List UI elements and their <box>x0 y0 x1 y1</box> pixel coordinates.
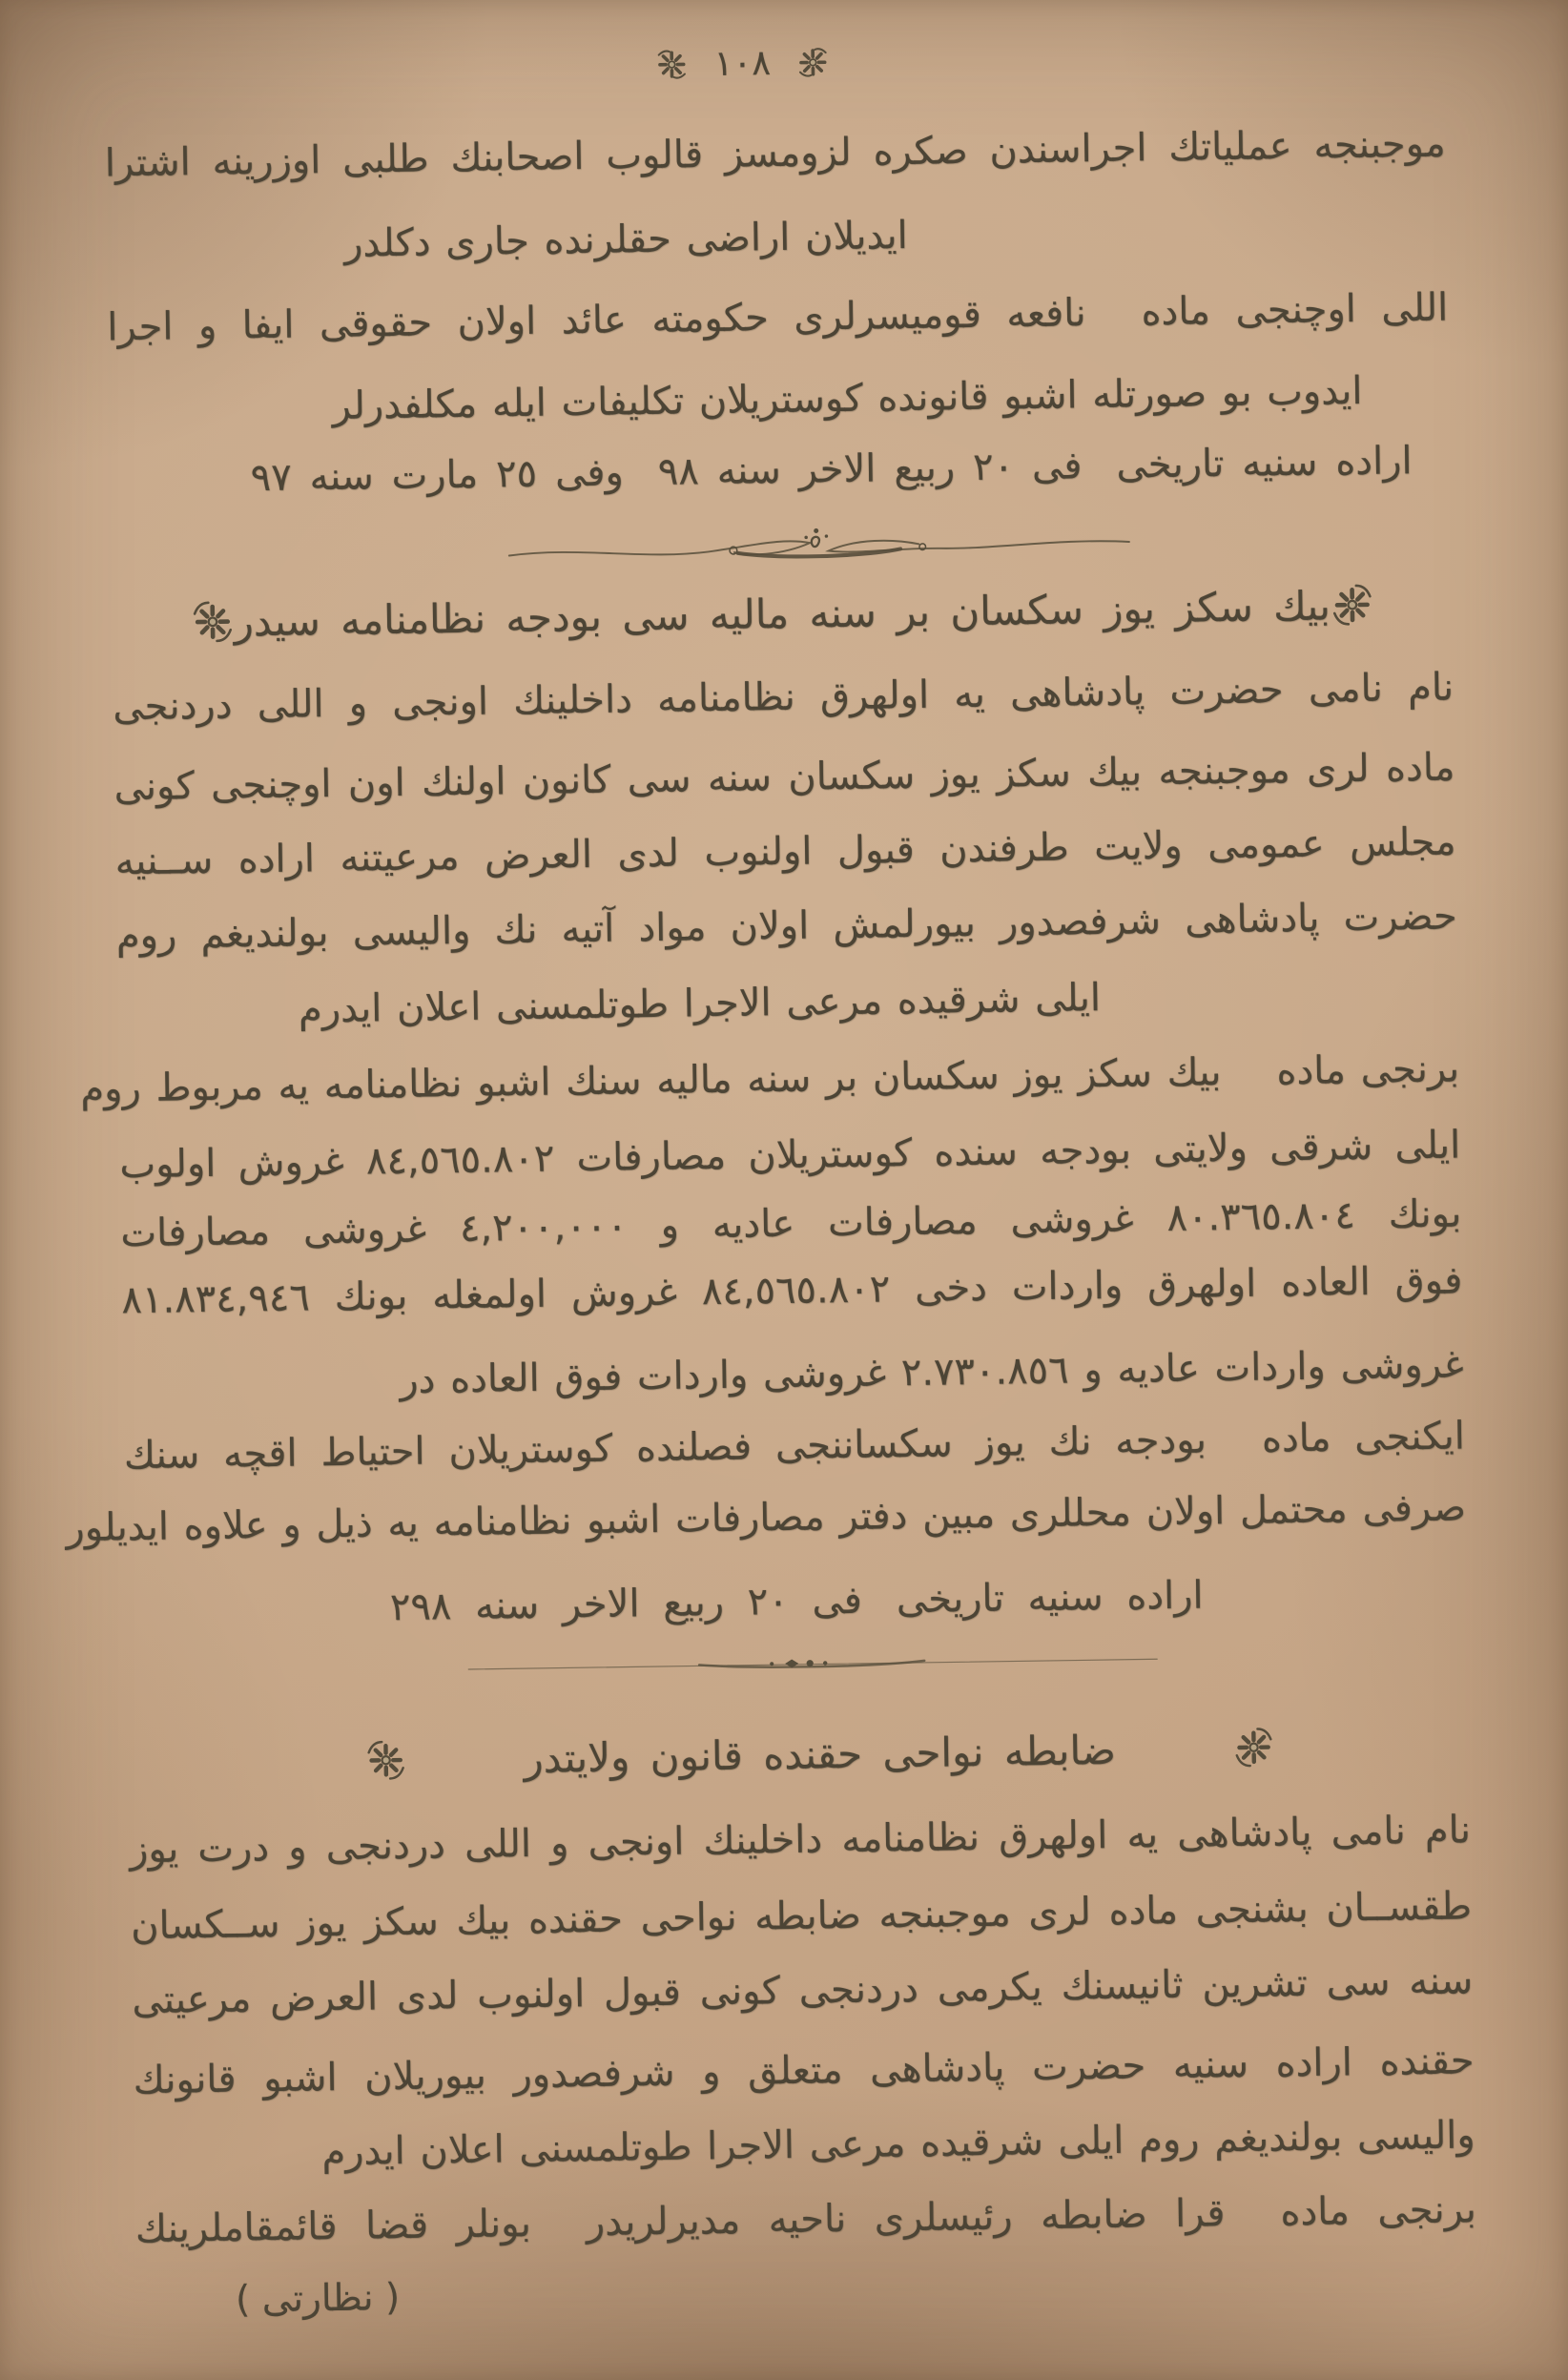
section-heading <box>364 1711 1275 1795</box>
decree-date-line <box>126 1562 1468 1643</box>
section-heading <box>231 569 1374 657</box>
text-line <box>79 1039 1460 1120</box>
text-line: نام نامى پادشاهى يه اولهرق نظامنامه داخلينك اونجى و اللى دردنجى و درت يوز <box>129 1808 1472 1873</box>
text-line: واليسى بولنديغم روم ايلى شرقيده مرعى الاجرا طوتلمسنى اعلان ايدرم <box>321 2113 1475 2175</box>
article-label: اللى اوچنجى ماده <box>1141 285 1449 335</box>
flourish-divider-icon <box>505 519 1134 571</box>
text-line: نام نامى حضرت پادشاهى يه اولهرق نظامنامه داخلينك اونجى و اللى دردنجى <box>112 665 1455 730</box>
section-heading-text: بيك سكز يوز سكسان بر سنه ماليه سى بودجه نظامنامه سيدر <box>234 581 1331 645</box>
text-line: ايديلان اراضى حقلرنده جارى دكلدر <box>343 213 909 266</box>
text-line: ايلى شرقيده مرعى الاجرا طوتلمسنى اعلان ايدرم <box>298 976 1102 1032</box>
article-label: برنجى ماده <box>1280 2187 1477 2235</box>
typeset-gap <box>862 1612 897 1613</box>
page-header <box>0 31 1527 94</box>
article-text: نافعه قوميسرلرى حكومته عائد اولان حقوقى ايفا و اجرا <box>107 291 1086 350</box>
text-line: صرفى محتمل اولان محللرى مبين دفتر مصارفات اشبو نظامنامه يه ذيل و علاوه ايديلور <box>65 1485 1467 1551</box>
article-text: قرا ضابطه رئيسلرى ناحيه مديرلريدر <box>586 2191 1226 2245</box>
text-line: مجلس عمومى ولايت طرفندن قبول اولنوب لدى العرض مرعيتنه اراده ســنيه <box>114 819 1456 884</box>
flower-ornament-icon <box>364 1739 407 1782</box>
rule-divider-icon <box>464 1648 1161 1678</box>
flower-ornament-icon <box>1330 583 1374 628</box>
flower-ornament-icon <box>1232 1726 1275 1769</box>
text-line <box>107 279 1449 360</box>
typeset-gap <box>1207 1452 1262 1453</box>
catchword: ( نظارتى ) <box>235 2276 401 2322</box>
section-heading-text: ضابطه نواحى حقنده قانون ولايتدر <box>524 1726 1117 1782</box>
text-line: حقنده اراده سنيه حضرت پادشاهى متعلق و شرفصدور بيوريلان اشبو قانونك <box>133 2039 1475 2103</box>
article-label: ايكنجى ماده <box>1261 1414 1466 1461</box>
text-line: بونك ٨٠.٣٦٥.٨٠٤ غروشى مصارفات عاديه و ٤,٢٠٠,٠٠٠ غروشى مصارفات <box>120 1191 1462 1256</box>
typeset-gap <box>531 2235 587 2236</box>
article-text: بونلر قضا قائمقاملرينك <box>134 2202 532 2252</box>
text-line: ماده لرى موجبنجه بيك سكز يوز سكسان سنه سى كانون اولنك اون اوچنجى كونى <box>113 745 1455 810</box>
typeset-gap <box>1086 324 1142 325</box>
typeset-gap <box>1083 478 1117 479</box>
typeset-gap <box>1222 1084 1277 1085</box>
flower-ornament-icon <box>190 600 235 645</box>
text-line: طقســان بشنجى ماده لرى موجبنجه ضابطه نواحى حقنده بيك سكز يوز ســكسان <box>130 1884 1473 1949</box>
text-line <box>134 2180 1476 2261</box>
text-line: موجبنجه عملياتك اجراسندن صكره لزومسز قالوب اصحابنك طلبى اوزرينه اشترا <box>104 121 1446 186</box>
article-label: برنجى ماده <box>1276 1046 1460 1094</box>
date-part: اراده سنيه تاريخى <box>1116 439 1413 487</box>
date-part: اراده سنيه تاريخى <box>896 1573 1204 1623</box>
date-part: فى ٢٠ ربيع الاخر سنه ٩٨ <box>657 444 1083 494</box>
article-text: بودجه نك يوز سكساننجى فصلنده كوستريلان احتياط اقچه سنك <box>123 1418 1207 1479</box>
text-line <box>123 1406 1465 1487</box>
typeset-gap <box>624 485 658 486</box>
text-line: حضرت پادشاهى شرفصدور بيورلمش اولان مواد آتيه نك واليسى بولنديغم روم <box>115 894 1458 959</box>
decree-date-line <box>109 431 1451 512</box>
text-line: سنه سى تشرين ثانيسنك يكرمى دردنجى كونى قبول اولنوب لدى العرض مرعيتى <box>132 1958 1474 2023</box>
article-text: بيك سكز يوز سكسان بر سنه ماليه سنك اشبو نظامنامه يه مربوط روم <box>79 1050 1222 1111</box>
text-line: ايدوب بو صورتله اشبو قانونده كوستريلان تكليفات ايله مكلفدرلر <box>332 368 1363 428</box>
page-number: ١٠٨ <box>713 42 772 84</box>
text-line: فوق العاده اولهرق واردات دخى ٨٤,٥٦٥.٨٠٢ غروش اولمغله بونك ٨١.٨٣٤,٩٤٦ <box>121 1258 1463 1323</box>
date-part: فى ٢٠ ربيع الاخر سنه ٢٩٨ <box>389 1578 863 1630</box>
flower-ornament-icon <box>795 45 831 80</box>
text-line: ايلى شرقى ولايتى بودجه سنده كوستريلان مصارفات ٨٤,٥٦٥.٨٠٢ غروش اولوب <box>119 1123 1461 1188</box>
flower-ornament-icon <box>654 47 690 82</box>
date-part: وفى ٢٥ مارت سنه ٩٧ <box>250 450 625 501</box>
text-line: غروشى واردات عاديه و ٢.٧٣٠.٨٥٦ غروشى واردات فوق العاده در <box>399 1342 1464 1403</box>
